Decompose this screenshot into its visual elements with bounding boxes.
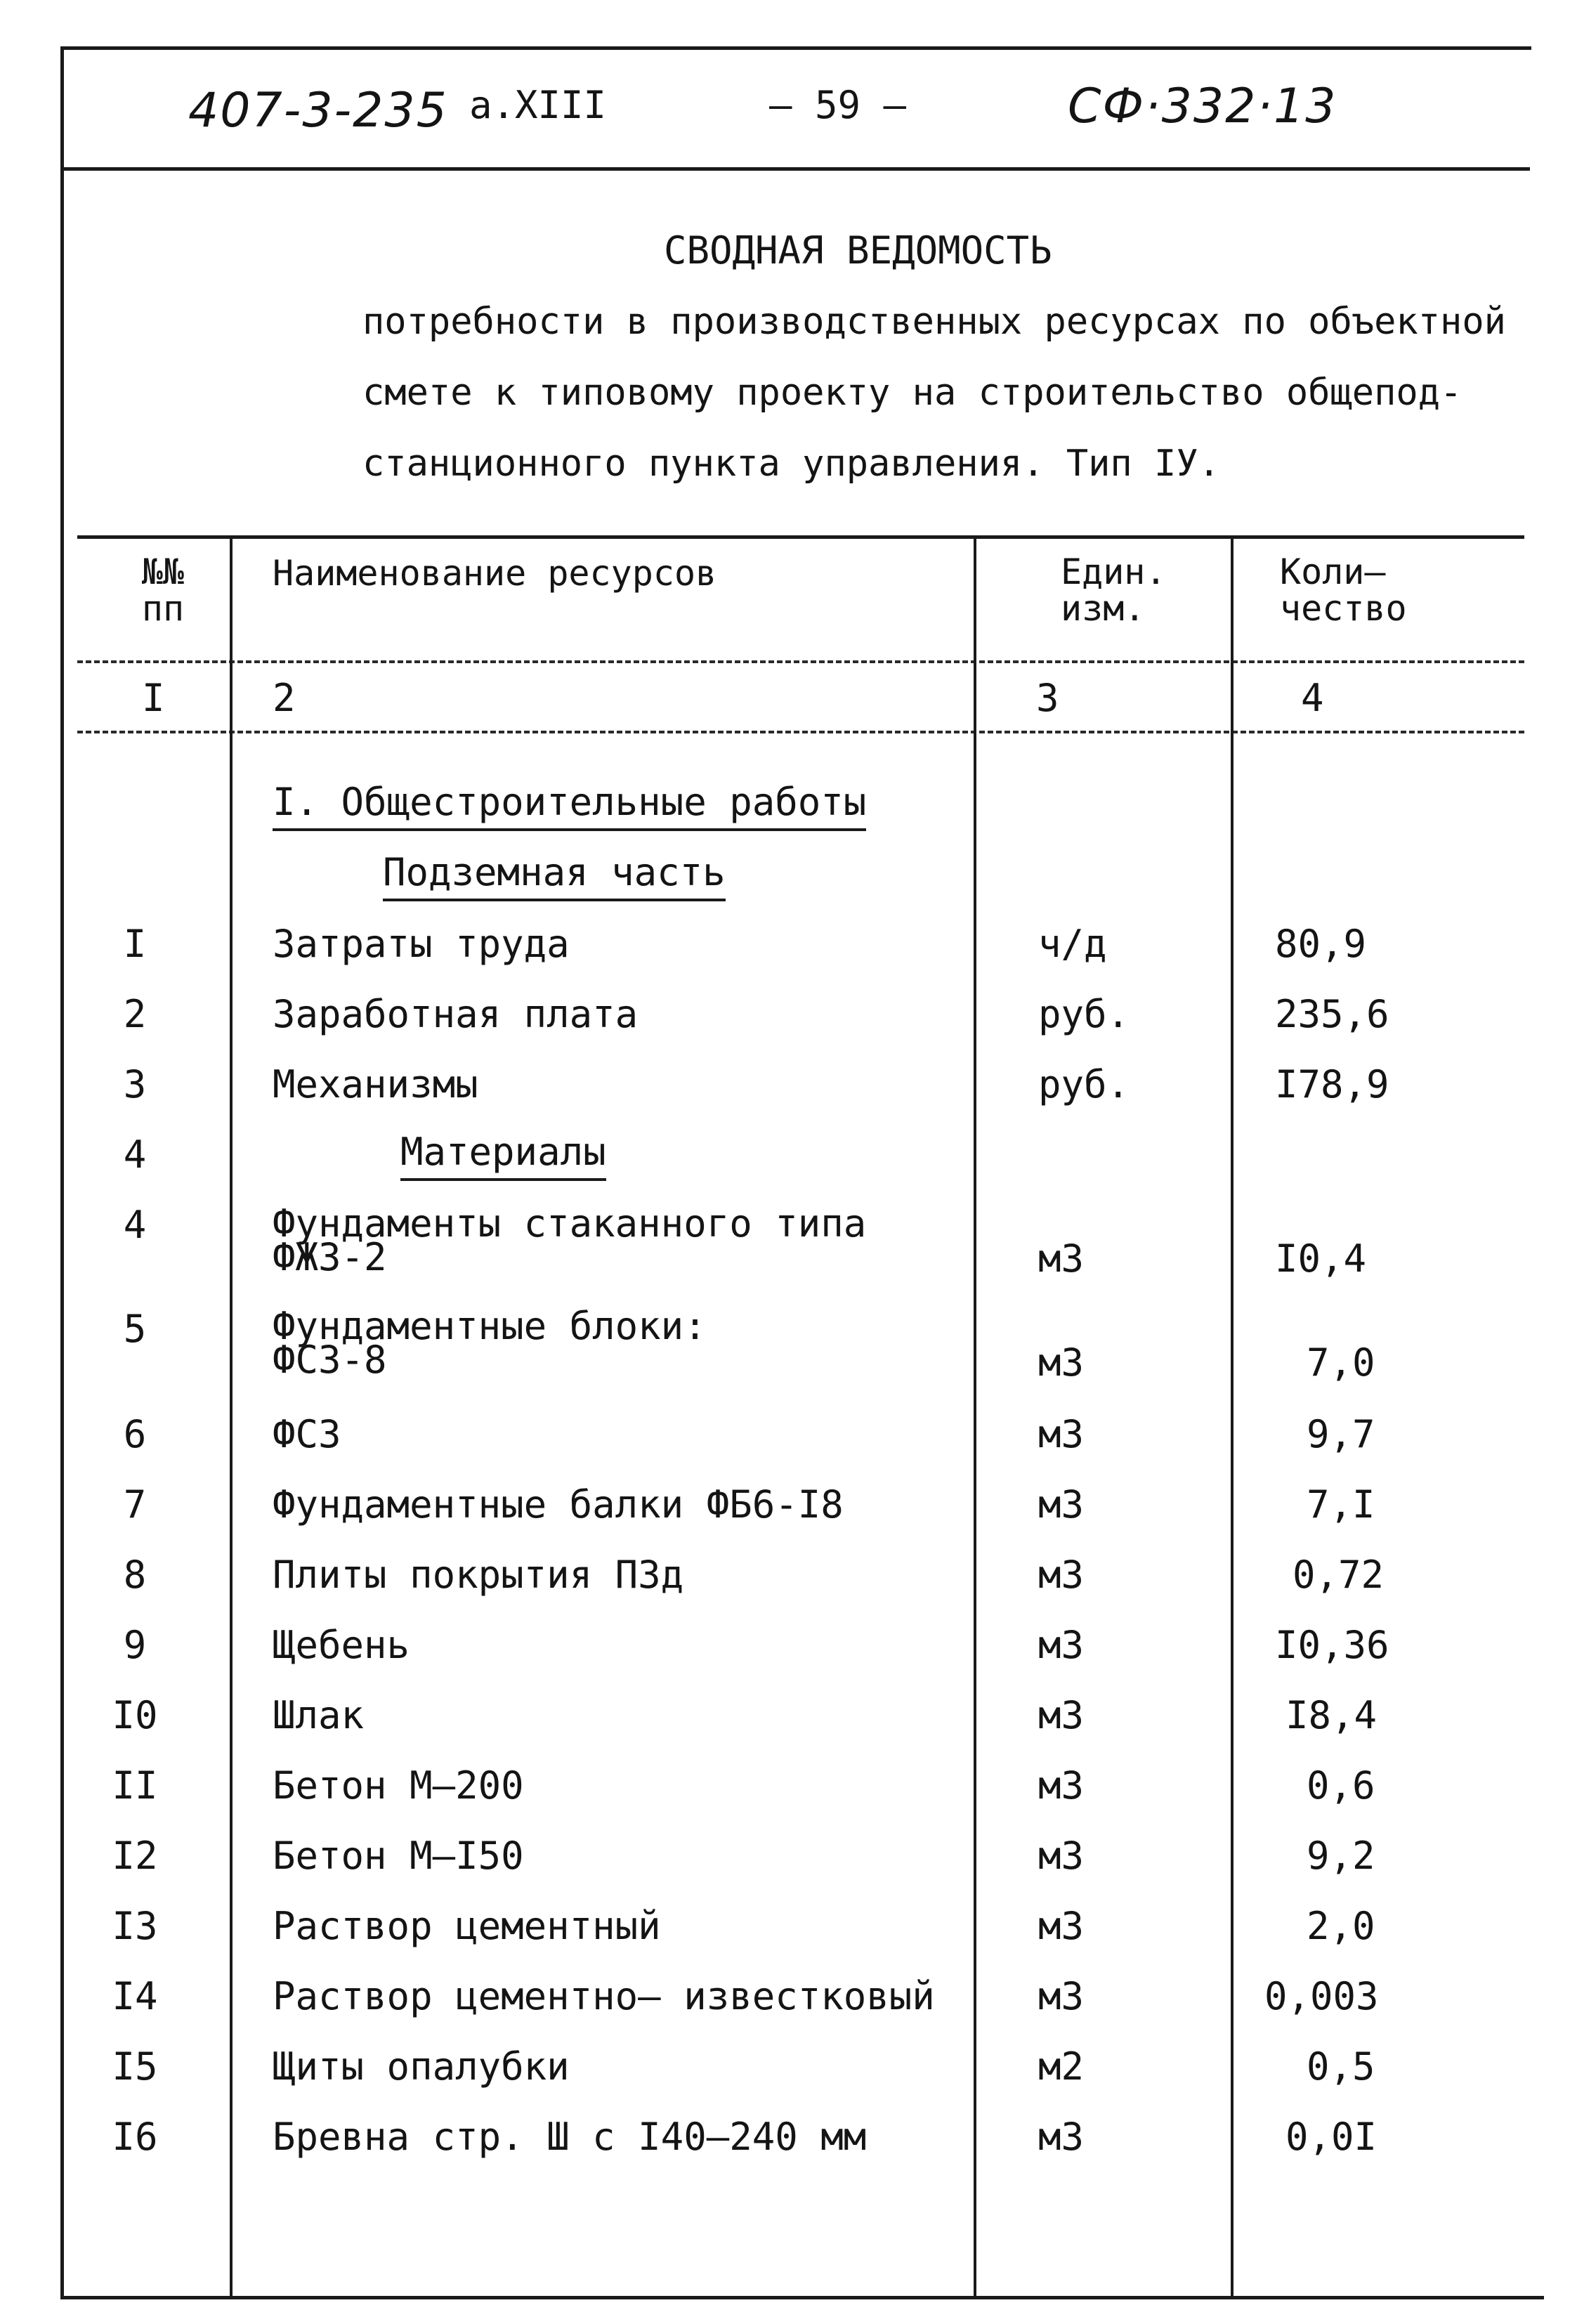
page-number: – 59 – [769,83,907,127]
frame-top [60,46,1531,50]
row-unit: м3 [1038,1623,1085,1667]
row-quantity: 0,0I [1285,2115,1378,2159]
row-name: Шлак [273,1693,365,1737]
row-name: Механизмы [273,1062,478,1106]
row-name: Заработная плата [273,992,639,1036]
frame-left [60,46,64,2299]
row-unit: м3 [1038,2115,1085,2159]
table-top-line [77,535,1524,539]
row-quantity: I0,36 [1275,1623,1389,1667]
sheet-code: СФ·332·13 [1068,79,1337,134]
row-quantity: 235,6 [1275,992,1389,1036]
row-number: I6 [112,2115,158,2159]
title-description [362,287,1506,500]
header-bottom-line [77,660,1524,663]
row-name: Бетон М–200 [273,1763,524,1808]
column-number-1: I [142,676,165,720]
row-number: I [123,922,147,966]
row-name: Затраты труда [273,922,570,966]
row-unit: руб. [1038,1062,1130,1106]
document-title: СВОДНАЯ ВЕДОМОСТЬ [664,228,1052,273]
row-unit: ч/д [1038,922,1107,966]
subsection-heading: Подземная часть [383,850,726,901]
row-quantity: 0,003 [1264,1974,1379,2018]
row-number: 6 [123,1412,147,1456]
row-quantity: 0,72 [1293,1553,1385,1597]
row-unit: м3 [1038,1236,1085,1281]
column-number-4: 4 [1301,676,1324,720]
row-unit: м3 [1038,1763,1085,1808]
row-name: Фундаментные балки ФБ6-I8 [273,1482,844,1527]
row-name: Фундаменты стаканного типа ФЖЗ-2 [273,1201,867,1279]
column-number-2: 2 [273,676,296,720]
row-number: I4 [112,1974,158,2018]
row-quantity: I78,9 [1275,1062,1389,1106]
row-unit: м3 [1038,1904,1085,1948]
materials-number: 4 [123,1132,147,1177]
row-unit: м3 [1038,1834,1085,1878]
materials-heading: Материалы [400,1130,606,1181]
row-number: 7 [123,1482,147,1527]
row-number: 8 [123,1553,147,1597]
row-number: 4 [123,1203,147,1247]
row-number: I5 [112,2044,158,2089]
title-line-2: смете к типовому проекту на строительство общепод- [362,372,1463,414]
header-divider [60,167,1530,171]
row-quantity: 9,7 [1307,1412,1375,1456]
row-name: Фундаментные блоки: ФСЗ-8 [273,1304,707,1382]
row-name: Раствор цементно– известковый [273,1974,935,2018]
row-number: 9 [123,1623,147,1667]
row-unit: м3 [1038,1412,1085,1456]
row-quantity: 9,2 [1307,1834,1375,1878]
row-number: 2 [123,992,147,1036]
row-unit: м3 [1038,1974,1085,2018]
row-unit: м3 [1038,1482,1085,1527]
row-unit: м2 [1038,2044,1085,2089]
header-name-column: Наименование ресурсов [273,553,717,594]
row-number: 5 [123,1307,147,1351]
row-name: Щиты опалубки [273,2044,570,2089]
row-unit: м3 [1038,1693,1085,1737]
title-line-1: потребности в производственных ресурсах по объектной [362,301,1506,343]
header-unit-column: Един. изм. [1061,551,1167,629]
frame-bottom [60,2296,1544,2299]
row-name: Бетон М–I50 [273,1834,524,1878]
header-number-column: №№ пп [141,551,185,629]
row-number: II [112,1763,158,1808]
album-number: а.XIII [469,83,607,127]
row-quantity: 7,I [1307,1482,1375,1527]
row-number: I0 [112,1693,158,1737]
row-name: Раствор цементный [273,1904,661,1948]
row-quantity: I8,4 [1285,1693,1378,1737]
row-name: Бревна стр. Ш с I40–240 мм [273,2115,867,2159]
row-number: 3 [123,1062,147,1106]
row-quantity: 7,0 [1307,1340,1375,1385]
header-quantity-column: Коли– чество [1280,551,1407,629]
doc-code: 407-3-235 [188,83,448,138]
column-number-3: 3 [1036,676,1059,720]
row-unit: м3 [1038,1553,1085,1597]
row-unit: м3 [1038,1340,1085,1385]
title-line-3: станционного пункта управления. Тип IУ. [362,443,1220,485]
column-divider-3 [1231,535,1234,2299]
column-number-bottom-line [77,731,1524,733]
row-quantity: 2,0 [1307,1904,1375,1948]
row-number: I3 [112,1904,158,1948]
row-quantity: 0,5 [1307,2044,1375,2089]
row-quantity: 0,6 [1307,1763,1375,1808]
row-name: Плиты покрытия ПЗд [273,1553,684,1597]
row-quantity: 80,9 [1275,922,1367,966]
column-divider-1 [230,535,233,2299]
row-quantity: I0,4 [1275,1236,1367,1281]
row-name: Щебень [273,1623,410,1667]
row-number: I2 [112,1834,158,1878]
row-name: ФСЗ [273,1412,341,1456]
section-heading: I. Общестроительные работы [273,780,866,831]
column-divider-2 [974,535,976,2299]
row-unit: руб. [1038,992,1130,1036]
